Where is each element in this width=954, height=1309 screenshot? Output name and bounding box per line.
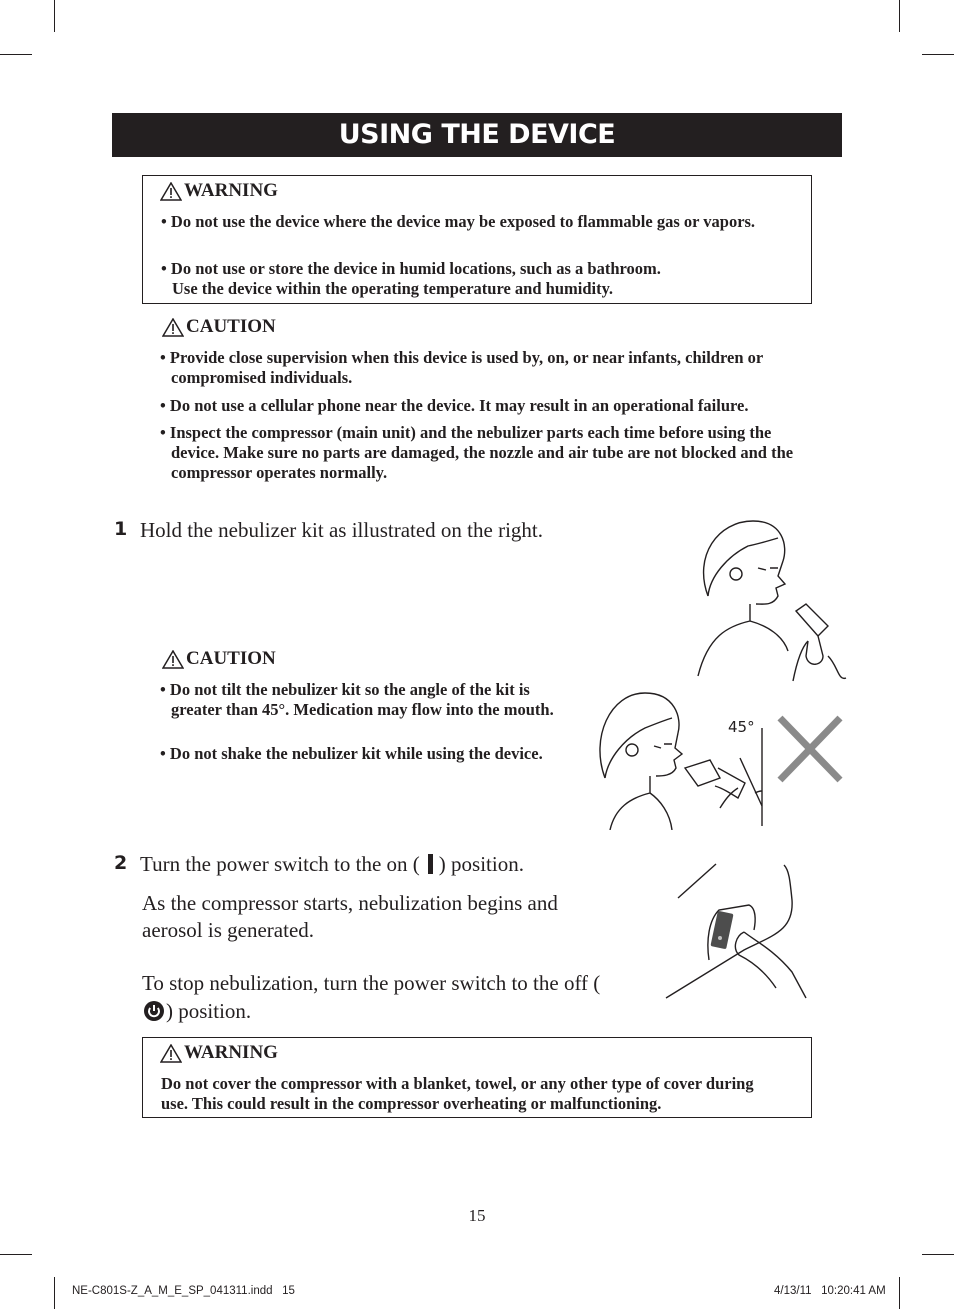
warning-box (142, 1037, 812, 1118)
crop-mark (922, 1254, 954, 1255)
footer-filename: NE-C801S-Z_A_M_E_SP_041311.indd 15 (72, 1285, 295, 1297)
crop-mark (922, 54, 954, 55)
warning-triangle-icon (160, 1044, 182, 1063)
angle-label: 45° (728, 718, 755, 736)
power-switch-illustration (664, 860, 814, 1002)
crop-mark (0, 54, 32, 55)
power-off-icon (143, 1000, 165, 1022)
crop-mark (54, 0, 55, 32)
warning-triangle-icon (162, 650, 184, 669)
caution-item: • Do not shake the nebulizer kit while using the device. (160, 744, 543, 763)
step-paragraph: As the compressor starts, nebulization begins and aerosol is generated. (142, 891, 558, 942)
crop-mark (899, 0, 900, 32)
footer-timestamp: 4/13/11 10:20:41 AM (774, 1285, 886, 1297)
warning-triangle-icon (160, 182, 182, 201)
page-number: 15 (468, 1206, 486, 1225)
crop-mark (899, 1277, 900, 1309)
caution-label: CAUTION (186, 316, 276, 337)
warning-box (142, 175, 812, 304)
warning-label: WARNING (184, 1042, 278, 1063)
warning-label: WARNING (184, 180, 278, 201)
step-number: 2 (114, 852, 128, 874)
step-text: Turn the power switch to the on ( ) position. (140, 852, 524, 876)
step-text: Hold the nebulizer kit as illustrated on the right. (140, 518, 543, 542)
caution-label: CAUTION (186, 648, 276, 669)
step-number: 1 (114, 518, 128, 540)
step-paragraph: To stop nebulization, turn the power switch to the off () position. (142, 971, 601, 1023)
nebulizer-holding-illustration (688, 516, 848, 686)
caution-item: • Do not tilt the nebulizer kit so the angle of the kit is greater than 45°. Medication may flow into the mouth. (160, 680, 554, 719)
crop-mark (54, 1277, 55, 1309)
warning-item: • Do not use the device where the device may be exposed to flammable gas or vapors. (161, 212, 756, 231)
caution-item: • Do not use a cellular phone near the device. It may result in an operational failure. (160, 396, 749, 415)
caution-item: • Provide close supervision when this device is used by, on, or near infants, children or compromised individuals. (160, 348, 763, 387)
warning-heading (160, 1042, 278, 1064)
warning-text: Do not cover the compressor with a blanket, towel, or any other type of cover during use. This could result in the compressor overheating or malfunctioning. (161, 1074, 754, 1113)
warning-triangle-icon (162, 318, 184, 337)
warning-item: • Do not use or store the device in humid locations, such as a bathroom. Use the device within the operating temperature and humidity. (161, 259, 661, 298)
caution-item: • Inspect the compressor (main unit) and the nebulizer parts each time before using the device. Make sure no parts are damaged, the nozzle and air tube are not blocked and the compressor operates normally. (160, 423, 794, 482)
tilted-nebulizer-illustration (590, 688, 850, 830)
page-title: USING THE DEVICE (112, 113, 842, 157)
power-on-icon (428, 854, 433, 874)
crop-mark (0, 1254, 32, 1255)
warning-heading (160, 180, 278, 202)
caution-heading (162, 648, 276, 670)
caution-heading (162, 316, 276, 338)
